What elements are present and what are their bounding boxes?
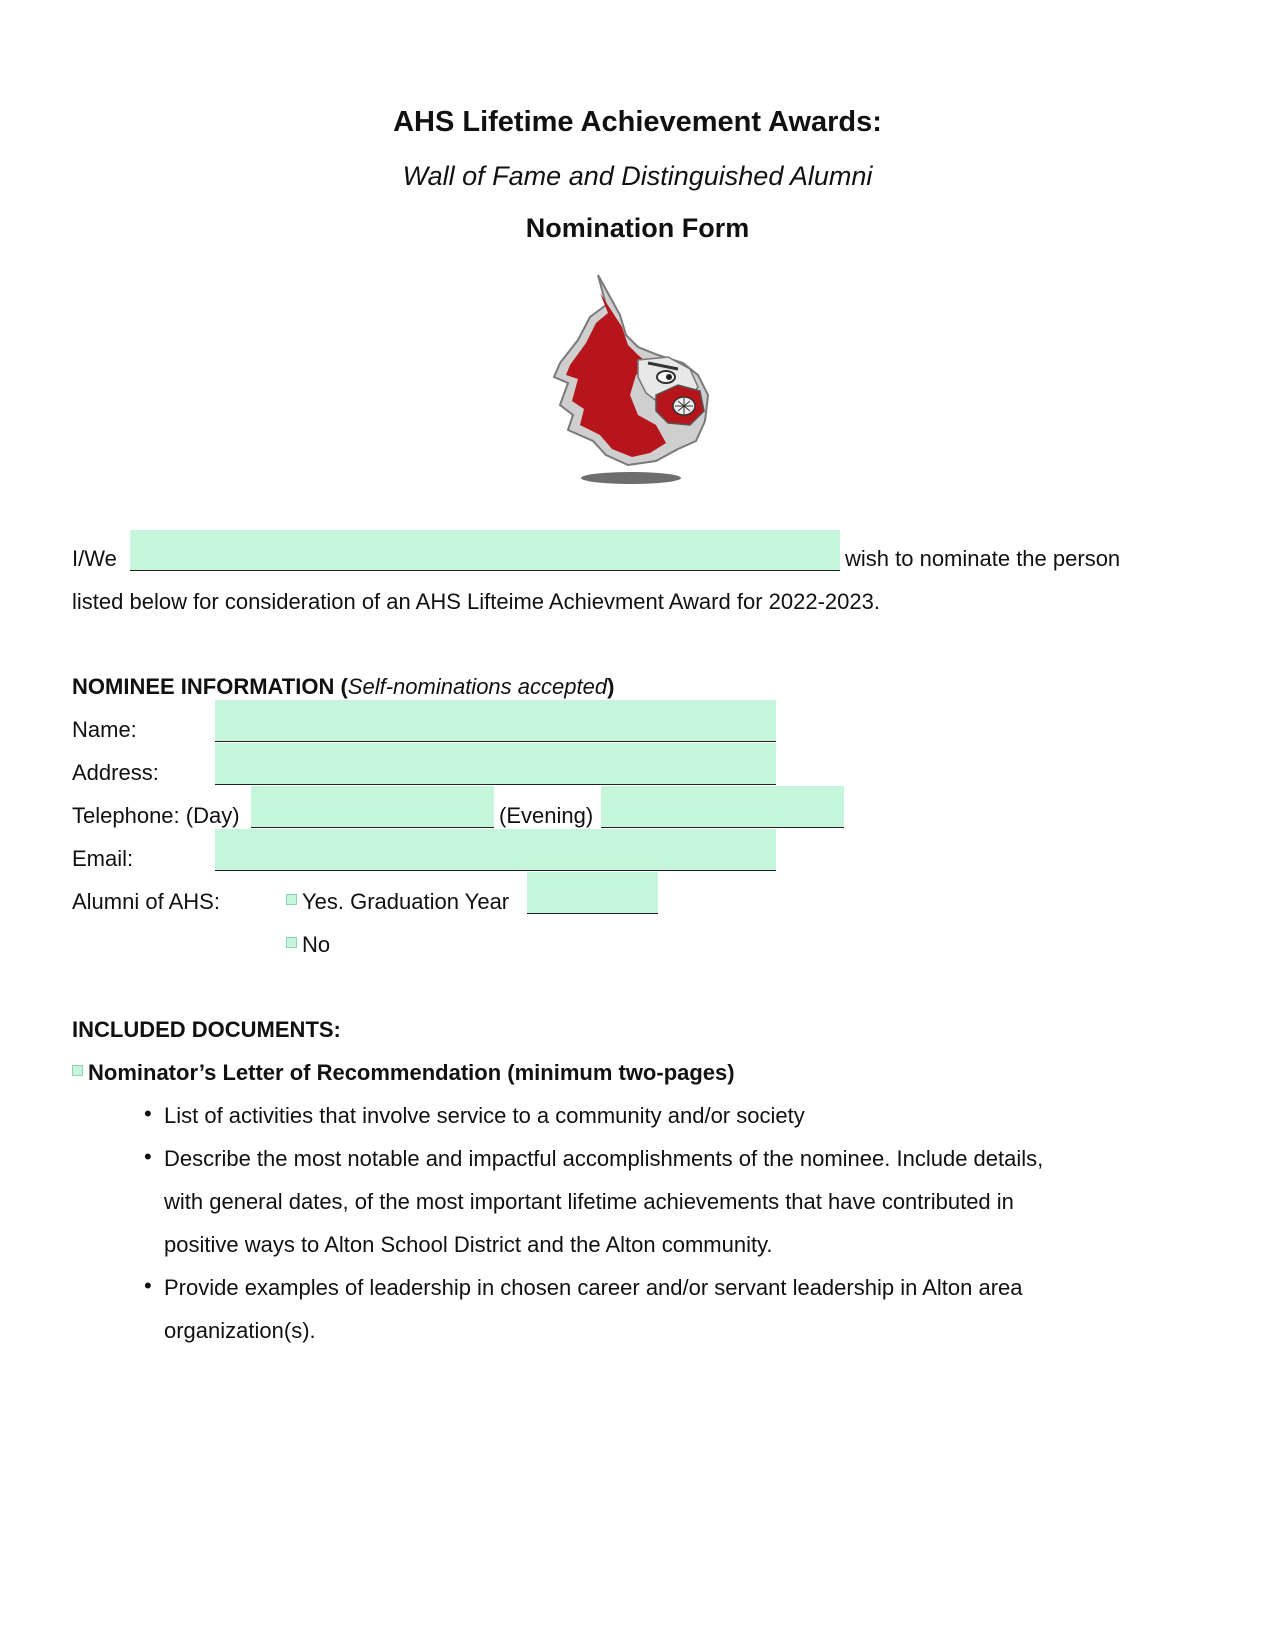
intro-suffix: wish to nominate the person bbox=[845, 546, 1121, 571]
form-name: Nomination Form bbox=[525, 213, 750, 243]
nominee-heading-bold: NOMINEE INFORMATION ( bbox=[72, 674, 348, 699]
form-subtitle: Wall of Fame and Distinguished Alumni bbox=[402, 161, 873, 191]
telephone-day-label: Telephone: (Day) bbox=[72, 803, 240, 828]
cardinal-mascot-logo bbox=[538, 265, 738, 505]
nominee-name-field[interactable] bbox=[215, 700, 776, 742]
nominee-heading bbox=[72, 673, 614, 701]
evening-phone-field[interactable] bbox=[601, 786, 844, 828]
bullet-1-text: List of activities that involve service to a community and/or society bbox=[164, 1103, 805, 1128]
nominee-email-field[interactable] bbox=[215, 829, 776, 871]
bullet-dot-icon: • bbox=[144, 1273, 152, 1298]
alumni-no-label: No bbox=[302, 932, 331, 957]
graduation-year-field[interactable] bbox=[527, 872, 658, 914]
bullet-dot-icon: • bbox=[144, 1144, 152, 1169]
intro-line-2: listed below for consideration of an AHS Lifteime Achievment Award for 2022-2023. bbox=[72, 589, 880, 614]
bullet-2-line-3: positive ways to Alton School District and the Alton community. bbox=[164, 1232, 773, 1257]
alumni-no-checkbox[interactable] bbox=[286, 937, 297, 948]
alumni-yes-checkbox[interactable] bbox=[286, 894, 297, 905]
letter-label: Nominator’s Letter of Recommendation (minimum two-pages) bbox=[88, 1060, 735, 1085]
bullet-3-line-1: Provide examples of leadership in chosen career and/or servant leadership in Alton area bbox=[164, 1275, 1023, 1300]
name-label: Name: bbox=[72, 717, 137, 742]
bullet-2-line-1: Describe the most notable and impactful accomplishments of the nominee. Include details, bbox=[164, 1146, 1044, 1171]
bullet-dot-icon: • bbox=[144, 1101, 152, 1126]
form-title: AHS Lifetime Achievement Awards: bbox=[393, 106, 882, 138]
email-label: Email: bbox=[72, 846, 134, 871]
day-phone-field[interactable] bbox=[251, 786, 494, 828]
intro-prefix: I/We bbox=[72, 546, 117, 571]
letter-checkbox[interactable] bbox=[72, 1065, 83, 1076]
alumni-yes-label: Yes. Graduation Year bbox=[302, 889, 510, 914]
alumni-label: Alumni of AHS: bbox=[72, 889, 220, 914]
bullet-3-line-2: organization(s). bbox=[164, 1318, 316, 1343]
logo-shadow bbox=[581, 472, 681, 484]
nominee-heading-note: Self-nominations accepted bbox=[347, 674, 608, 699]
nominee-heading-close: ) bbox=[607, 674, 615, 699]
bullet-2-line-2: with general dates, of the most important lifetime achievements that have contributed in bbox=[164, 1189, 1014, 1214]
address-label: Address: bbox=[72, 760, 159, 785]
nominee-address-field[interactable] bbox=[215, 743, 776, 785]
documents-heading: INCLUDED DOCUMENTS: bbox=[72, 1017, 341, 1042]
nominator-name-field[interactable] bbox=[130, 530, 840, 571]
telephone-evening-label: (Evening) bbox=[499, 803, 594, 828]
